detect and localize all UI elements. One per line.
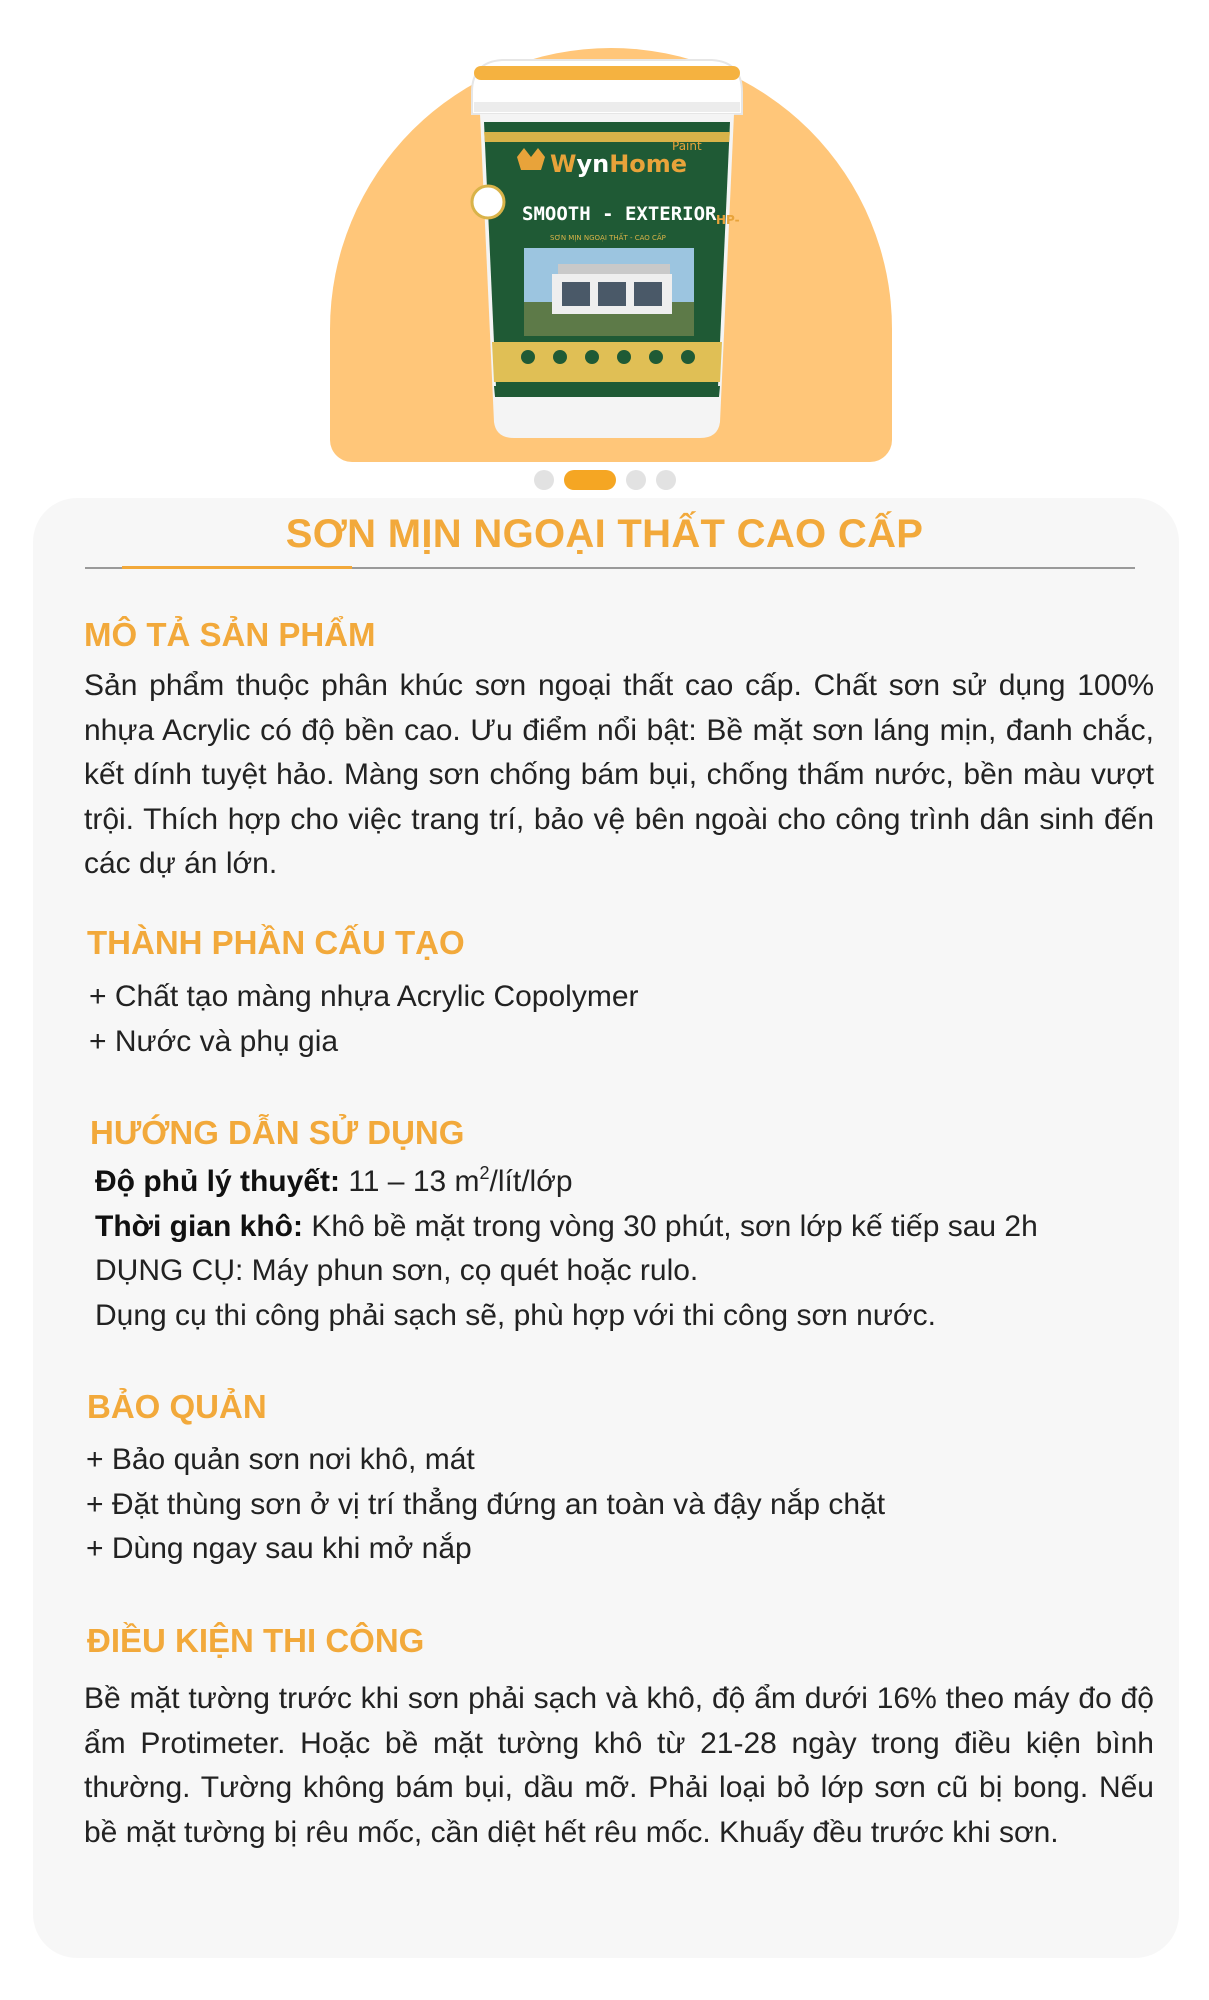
tools-note-line: Dụng cụ thi công phải sạch sẽ, phù hợp với thi công sơn nước.	[95, 1298, 936, 1332]
carousel-dot[interactable]	[534, 470, 554, 490]
product-image[interactable]	[462, 52, 752, 444]
coverage-sup: 2	[479, 1163, 490, 1183]
composition-list	[89, 975, 639, 1064]
carousel-dots	[0, 470, 1209, 490]
conditions-text: Bề mặt tường trước khi sơn phải sạch và khô, độ ẩm dưới 16% theo máy đo độ ẩm Protimeter. Hoặc bề mặt tường khô từ 21-28 ngày trong điều kiện bình thường. Tường không bám bụi, dầu mỡ. Phải loại bỏ lớp sơn cũ bị bong. Nếu bề mặt tường bị rêu mốc, cần diệt hết rêu mốc. Khuấy đều trước khi sơn.	[84, 1682, 1154, 1849]
title-divider-accent	[122, 566, 352, 569]
badge-icon	[472, 186, 504, 218]
section-heading-description: MÔ TẢ SẢN PHẨM	[84, 616, 376, 653]
storage-list	[86, 1438, 885, 1572]
carousel-dot[interactable]	[656, 470, 676, 490]
tools-line: DỤNG CỤ: Máy phun sơn, cọ quét hoặc rulo.	[95, 1254, 699, 1287]
dry-time-line	[95, 1205, 1038, 1250]
list-item: + Dùng ngay sau khi mở nắp	[86, 1532, 472, 1565]
dry-time-label: Thời gian khô:	[95, 1209, 303, 1243]
svg-text:WynHome: WynHome	[550, 150, 688, 178]
dry-time-value: Khô bề mặt trong vòng 30 phút, sơn lớp kế tiếp sau 2h	[302, 1209, 1038, 1243]
description-text: Sản phẩm thuộc phân khúc sơn ngoại thất cao cấp. Chất sơn sử dụng 100% nhựa Acrylic có độ bền cao. Ưu điểm nổi bật: Bề mặt sơn láng mịn, đanh chắc, kết dính tuyệt hảo. Màng sơn chống bám bụi, chống thấm nước, bền màu vượt trội. Thích hợp cho việc trang trí, bảo vệ bên ngoài cho công trình dân sinh đến các dự án lớn.	[84, 669, 1154, 880]
section-heading-storage: BẢO QUẢN	[87, 1388, 267, 1425]
section-heading-usage: HƯỚNG DẪN SỬ DỤNG	[90, 1114, 465, 1151]
svg-text:SƠN MỊN NGOẠI THẤT - CAO CẤP: SƠN MỊN NGOẠI THẤT - CAO CẤP	[550, 234, 666, 242]
carousel-dot[interactable]	[626, 470, 646, 490]
coverage-label: Độ phủ lý thuyết:	[95, 1165, 340, 1198]
coverage-line	[95, 1160, 1038, 1205]
list-item: + Nước và phụ gia	[89, 1024, 339, 1058]
svg-text:Paint: Paint	[672, 139, 702, 153]
svg-text:HP-: HP-	[716, 213, 740, 227]
coverage-unit: /lít/lớp	[489, 1165, 573, 1198]
coverage-value: 11 – 13 m	[339, 1165, 480, 1198]
list-item: + Đặt thùng sơn ở vị trí thẳng đứng an toàn và đậy nắp chặt	[86, 1487, 886, 1521]
list-item: + Chất tạo màng nhựa Acrylic Copolymer	[89, 980, 639, 1013]
carousel-dot-active[interactable]	[564, 470, 616, 490]
list-item: + Bảo quản sơn nơi khô, mát	[86, 1443, 475, 1476]
svg-text:SMOOTH - EXTERIOR: SMOOTH - EXTERIOR	[522, 203, 717, 225]
usage-details	[95, 1160, 1038, 1338]
section-heading-composition: THÀNH PHẦN CẤU TẠO	[87, 924, 465, 961]
page-title: SƠN MỊN NGOẠI THẤT CAO CẤP	[285, 512, 924, 556]
section-heading-conditions: ĐIỀU KIỆN THI CÔNG	[87, 1622, 425, 1659]
